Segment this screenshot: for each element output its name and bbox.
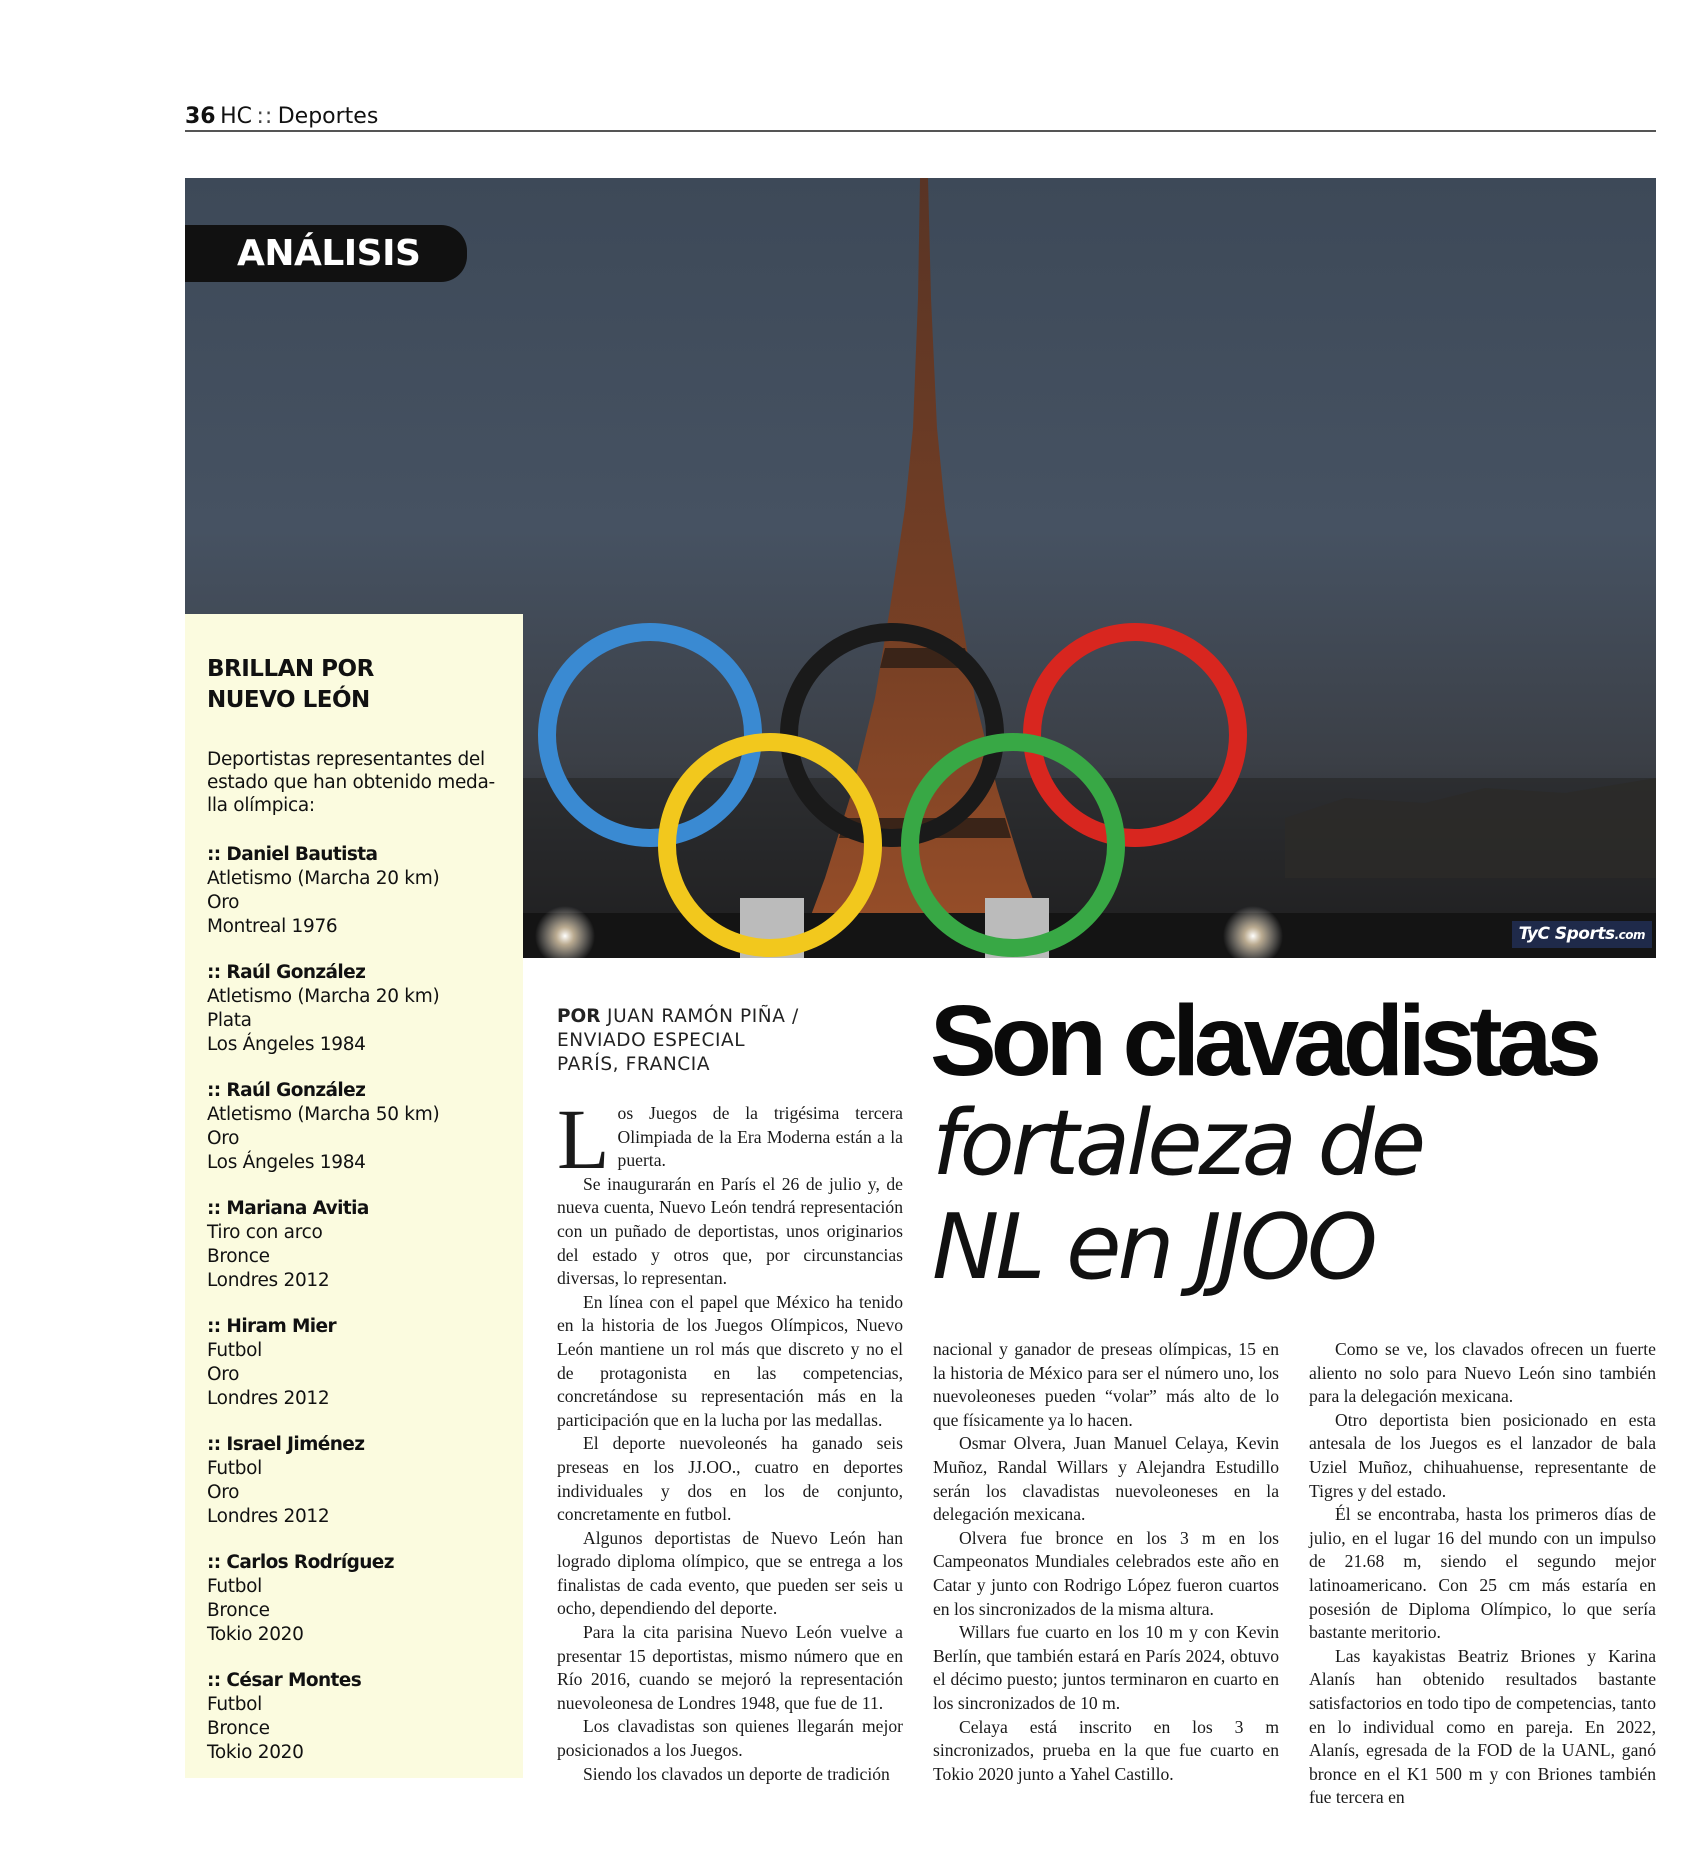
article-column-3 bbox=[1309, 1338, 1656, 1810]
article-paragraph: El deporte nuevoleonés ha ganado seis preseas en los JJ.OO., cuatro en deportes individuales y dos en los de conjunto, concretamente en futbol. bbox=[557, 1433, 903, 1525]
article-paragraph: Siendo los clavados un deporte de tradición bbox=[583, 1763, 890, 1784]
medalist-sport: Futbol bbox=[207, 1458, 263, 1479]
medalist-games: Londres 2012 bbox=[207, 1506, 330, 1527]
medalist-sport: Atletismo (Marcha 50 km) bbox=[207, 1104, 440, 1125]
article-column-1 bbox=[557, 1091, 903, 1786]
medalists-sidebar bbox=[185, 614, 523, 1778]
article-paragraph: Otro deportista bien posicionado en esta antesala de los Juegos es el lanzador de bala Uziel Muñoz, chihuahuense, representante de Tigres y del estado. bbox=[1309, 1409, 1656, 1501]
article-paragraph: Como se ve, los clavados ofrecen un fuerte aliento no solo para Nuevo León sino también para la delegación mexicana. bbox=[1309, 1339, 1656, 1407]
medalist-name: :: Hiram Mier bbox=[207, 1316, 337, 1337]
article-paragraph: En línea con el papel que México ha tenido en la historia de los Juegos Olímpicos, Nuevo León mantiene un rol más que discreto y no el de protagonista en las competencias, concretándose su representación más en la participación que en la lucha por las medallas. bbox=[557, 1291, 903, 1430]
byline bbox=[557, 1005, 897, 1077]
medalist-entry bbox=[207, 1669, 507, 1765]
medalist-sport: Atletismo (Marcha 20 km) bbox=[207, 868, 440, 889]
byline-por: POR bbox=[557, 1006, 601, 1027]
article-paragraph: Las kayakistas Beatriz Briones y Karina Alanís han obtenido resultados bastante satisfactorios en todo tipo de competencias, tanto en lo individual como en pareja. En 2022, Alanís, egresada de la FOD de la UANL, ganó bronce en el K1 500 m y con Briones también fue tercera en bbox=[1309, 1645, 1656, 1808]
sidebar-title-line: NUEVO LEÓN bbox=[207, 687, 370, 713]
article-column-2 bbox=[933, 1338, 1279, 1786]
article-paragraph: Osmar Olvera, Juan Manuel Celaya, Kevin Muñoz, Randal Willars y Alejandra Estudillo serán los clavadistas nuevoleoneses en la delegación mexicana. bbox=[933, 1433, 1279, 1525]
article-paragraph bbox=[557, 1091, 903, 1187]
page-number: 36 bbox=[185, 104, 216, 129]
page-header bbox=[185, 104, 1656, 132]
article-paragraph: Él se encontraba, hasta los primeros días de julio, en el lugar 16 del mundo con un impulso de 21.68 m, siendo el segundo mejor latinoamericano. Con 25 cm más estaría en posesión de Diploma Olímpico, lo que sería bastante meritorio. bbox=[1309, 1504, 1656, 1643]
sidebar-title-line: BRILLAN POR bbox=[207, 656, 374, 682]
medalist-games: Montreal 1976 bbox=[207, 916, 338, 937]
section-name: Deportes bbox=[277, 104, 379, 129]
medalist-name: :: César Montes bbox=[207, 1670, 362, 1691]
medalist-sport: Futbol bbox=[207, 1694, 263, 1715]
article-paragraph: Willars fue cuarto en los 10 m y con Kevin Berlín, que también estará en París 2024, obtuvo el décimo puesto; juntos terminaron en cuarto en los sincronizados de 10 m. bbox=[933, 1622, 1279, 1713]
sidebar-title bbox=[207, 654, 507, 716]
article-paragraph: nacional y ganador de preseas olímpicas, 15 en la historia de México para ser el número uno, los nuevoleoneses pueden “volar” más alto de lo que físicamente ya lo hacen. bbox=[933, 1339, 1279, 1430]
medalist-medal: Plata bbox=[207, 1010, 252, 1031]
article-paragraph: Para la cita parisina Nuevo León vuelve a presentar 15 deportistas, mismo número que en Río 2016, cuando se mejoró la representación nuevoleonesa de Londres 1948, que fue de 11. bbox=[557, 1622, 903, 1713]
medalist-sport: Tiro con arco bbox=[207, 1222, 323, 1243]
medalist-medal: Bronce bbox=[207, 1600, 270, 1621]
medalist-medal: Oro bbox=[207, 1128, 240, 1149]
article-paragraph: Se inaugurarán en París el 26 de julio y, de nueva cuenta, Nuevo León tendrá representación con un puñado de deportistas, unos originarios del estado y otros que, por circunstancias diversas, lo representan. bbox=[557, 1173, 903, 1289]
analysis-tag bbox=[185, 225, 467, 282]
medalist-name: :: Israel Jiménez bbox=[207, 1434, 365, 1455]
photo-credit bbox=[1512, 921, 1652, 948]
article-paragraph: Algunos deportistas de Nuevo León han logrado diploma olímpico, que se entrega a los finalistas de cada evento, que pueden ser seis u ocho, dependiendo del deporte. bbox=[557, 1527, 903, 1619]
headline-line-2: fortaleza de bbox=[932, 1091, 1423, 1196]
medalist-entry bbox=[207, 961, 507, 1057]
photo-credit-suffix: .com bbox=[1614, 928, 1645, 942]
medalist-medal: Oro bbox=[207, 1364, 240, 1385]
sidebar-intro-line: Deportistas representantes del bbox=[207, 749, 485, 770]
medalist-medal: Oro bbox=[207, 892, 240, 913]
article-paragraph: Los clavadistas son quienes llegarán mejor posicionados a los Juegos. bbox=[557, 1716, 903, 1761]
medalist-entry bbox=[207, 1551, 507, 1647]
sidebar-intro-line: lla olímpica: bbox=[207, 795, 315, 816]
medalist-sport: Atletismo (Marcha 20 km) bbox=[207, 986, 440, 1007]
medalist-games: Londres 2012 bbox=[207, 1270, 330, 1291]
byline-role: ENVIADO ESPECIAL bbox=[557, 1030, 746, 1051]
medalist-medal: Bronce bbox=[207, 1718, 270, 1739]
article-paragraph-text: os Juegos de la trigésima tercera Olimpiada de la Era Moderna están a la puerta. bbox=[617, 1103, 903, 1171]
byline-location: PARÍS, FRANCIA bbox=[557, 1054, 711, 1075]
medalist-entry bbox=[207, 1079, 507, 1175]
medalist-medal: Bronce bbox=[207, 1246, 270, 1267]
medalist-sport: Futbol bbox=[207, 1340, 263, 1361]
headline-line-1: Son clavadistas bbox=[930, 985, 1596, 1097]
medalist-name: :: Raúl González bbox=[207, 962, 366, 983]
medalist-games: Tokio 2020 bbox=[207, 1624, 304, 1645]
header-separator: :: bbox=[256, 104, 274, 129]
byline-author: JUAN RAMÓN PIÑA / bbox=[607, 1006, 799, 1027]
publication-name: HC bbox=[220, 104, 252, 129]
article-paragraph: Celaya está inscrito en los 3 m sincronizados, prueba en la que fue cuarto en Tokio 2020 junto a Yahel Castillo. bbox=[933, 1716, 1279, 1784]
medalist-games: Tokio 2020 bbox=[207, 1742, 304, 1763]
article-paragraph: Olvera fue bronce en los 3 m en los Campeonatos Mundiales celebrados este año en Catar y junto con Rodrigo López fueron cuartos en los sincronizados de la misma altura. bbox=[933, 1527, 1279, 1619]
medalist-entry bbox=[207, 1197, 507, 1293]
medalist-entry bbox=[207, 843, 507, 939]
sidebar-intro bbox=[207, 748, 507, 817]
medalist-sport: Futbol bbox=[207, 1576, 263, 1597]
medalist-name: :: Carlos Rodríguez bbox=[207, 1552, 394, 1573]
photo-credit-name: TyC Sports bbox=[1518, 924, 1615, 944]
medalist-medal: Oro bbox=[207, 1482, 240, 1503]
medalist-games: Los Ángeles 1984 bbox=[207, 1152, 366, 1173]
analysis-tag-label: ANÁLISIS bbox=[237, 233, 421, 274]
headline-line-3: NL en JJOO bbox=[932, 1195, 1374, 1300]
medalist-entry bbox=[207, 1433, 507, 1529]
medalist-games: Londres 2012 bbox=[207, 1388, 330, 1409]
medalist-name: :: Daniel Bautista bbox=[207, 844, 378, 865]
sidebar-intro-line: estado que han obtenido meda- bbox=[207, 772, 495, 793]
medalist-entry bbox=[207, 1315, 507, 1411]
medalist-games: Los Ángeles 1984 bbox=[207, 1034, 366, 1055]
medalist-name: :: Raúl González bbox=[207, 1080, 366, 1101]
drop-cap: L bbox=[557, 1091, 610, 1187]
medalist-name: :: Mariana Avitia bbox=[207, 1198, 369, 1219]
